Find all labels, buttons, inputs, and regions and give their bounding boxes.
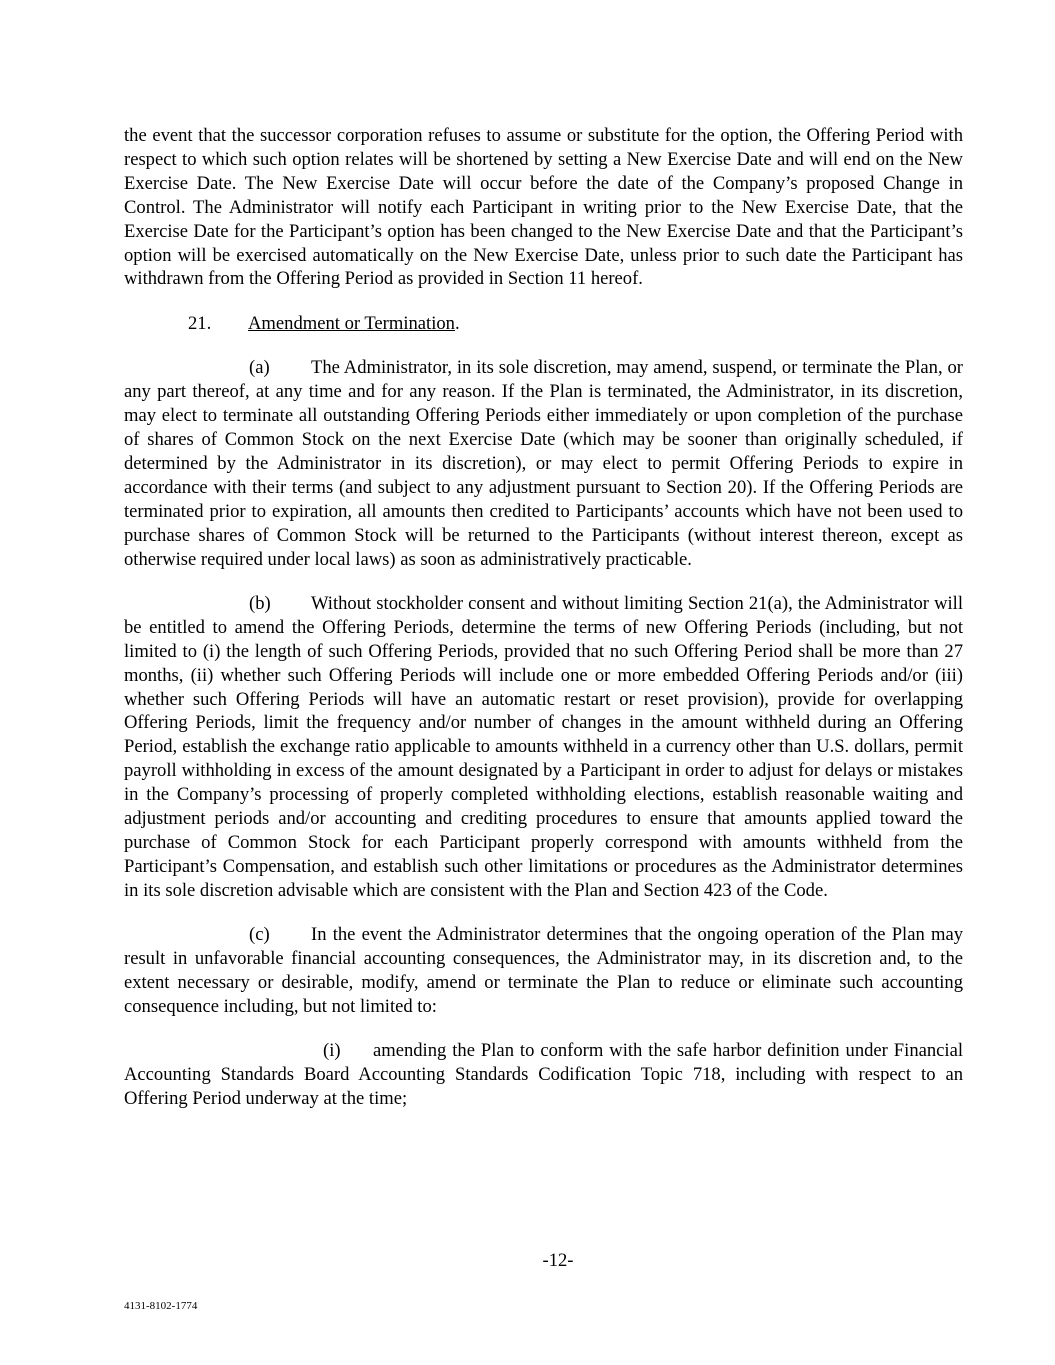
item-i	[124, 1039, 963, 1111]
subsection-c-text: In the event the Administrator determines that the ongoing operation of the Plan may result in unfavorable financial accounting consequences, the Administrator may, in its discretion and, to the extent necessary or desirable, modify, amend or terminate the Plan to reduce or eliminate such accounting consequence including, but not limited to:	[124, 924, 963, 1017]
item-i-label: (i)	[323, 1040, 341, 1062]
section-title-suffix: .	[454, 312, 460, 334]
subsection-b	[124, 592, 963, 903]
section-title: Amendment or Termination	[248, 312, 455, 334]
page-number: -12-	[542, 1250, 574, 1271]
subsection-a	[124, 356, 963, 571]
section-number: 21.	[188, 312, 212, 334]
subsection-a-text: The Administrator, in its sole discretion, may amend, suspend, or terminate the Plan, or any part thereof, at any time and for any reason. If the Plan is terminated, the Administrator, in its discretion, may elect to terminate all outstanding Offering Periods either immediately or upon completion of the purchase of shares of Common Stock on the next Exercise Date (which may be sooner than originally scheduled, if determined by the Administrator in its discretion), or may elect to permit Offering Periods to expire in accordance with their terms (and subject to any adjustment pursuant to Section 20). If the Offering Periods are terminated prior to expiration, all amounts then credited to Participants’ accounts which have not been used to purchase shares of Common Stock will be returned to the Participants (without interest thereon, except as otherwise required under local laws) as soon as administratively practicable.	[124, 357, 963, 570]
subsection-b-label: (b)	[249, 592, 271, 614]
document-id: 4131-8102-1774	[124, 1300, 198, 1312]
section-heading	[124, 312, 963, 336]
subsection-b-text: Without stockholder consent and without limiting Section 21(a), the Administrator will be entitled to amend the Offering Periods, determine the terms of new Offering Periods (including, but not limited to (i) the length of such Offering Periods, provided that no such Offering Period shall be more than 27 months, (ii) whether such Offering Periods will include one or more embedded Offering Periods and/or (iii) whether such Offering Periods will have an automatic restart or reset provision), provide for overlapping Offering Periods, limit the frequency and/or number of changes in the amount withheld during an Offering Period, establish the exchange ratio applicable to amounts withheld in a currency other than U.S. dollars, permit payroll withholding in excess of the amount designated by a Participant in order to adjust for delays or mistakes in the Company’s processing of properly completed withholding elections, establish reasonable waiting and adjustment periods and/or accounting and crediting procedures to ensure that amounts applied toward the purchase of Common Stock for each Participant properly correspond with amounts withheld from the Participant’s Compensation, and establish such other limitations or procedures as the Administrator determines in its sole discretion advisable which are consistent with the Plan and Section 423 of the Code.	[124, 592, 963, 901]
document-page	[124, 124, 963, 1111]
subsection-c	[124, 923, 963, 1019]
continuation-paragraph: the event that the successor corporation refuses to assume or substitute for the option, the Offering Period with respect to which such option relates will be shortened by setting a New Exercise Date and will end on the New Exercise Date. The New Exercise Date will occur before the date of the Company’s proposed Change in Control. The Administrator will notify each Participant in writing prior to the New Exercise Date, that the Exercise Date for the Participant’s option has been changed to the New Exercise Date and that the Participant’s option will be exercised automatically on the New Exercise Date, unless prior to such date the Participant has withdrawn from the Offering Period as provided in Section 11 hereof.	[124, 125, 963, 290]
item-i-text: amending the Plan to conform with the safe harbor definition under Financial Accounting Standards Board Accounting Standards Codification Topic 718, including with respect to an Offering Period underway at the time;	[124, 1040, 963, 1110]
subsection-c-label: (c)	[249, 924, 270, 946]
subsection-a-label: (a)	[249, 357, 270, 379]
